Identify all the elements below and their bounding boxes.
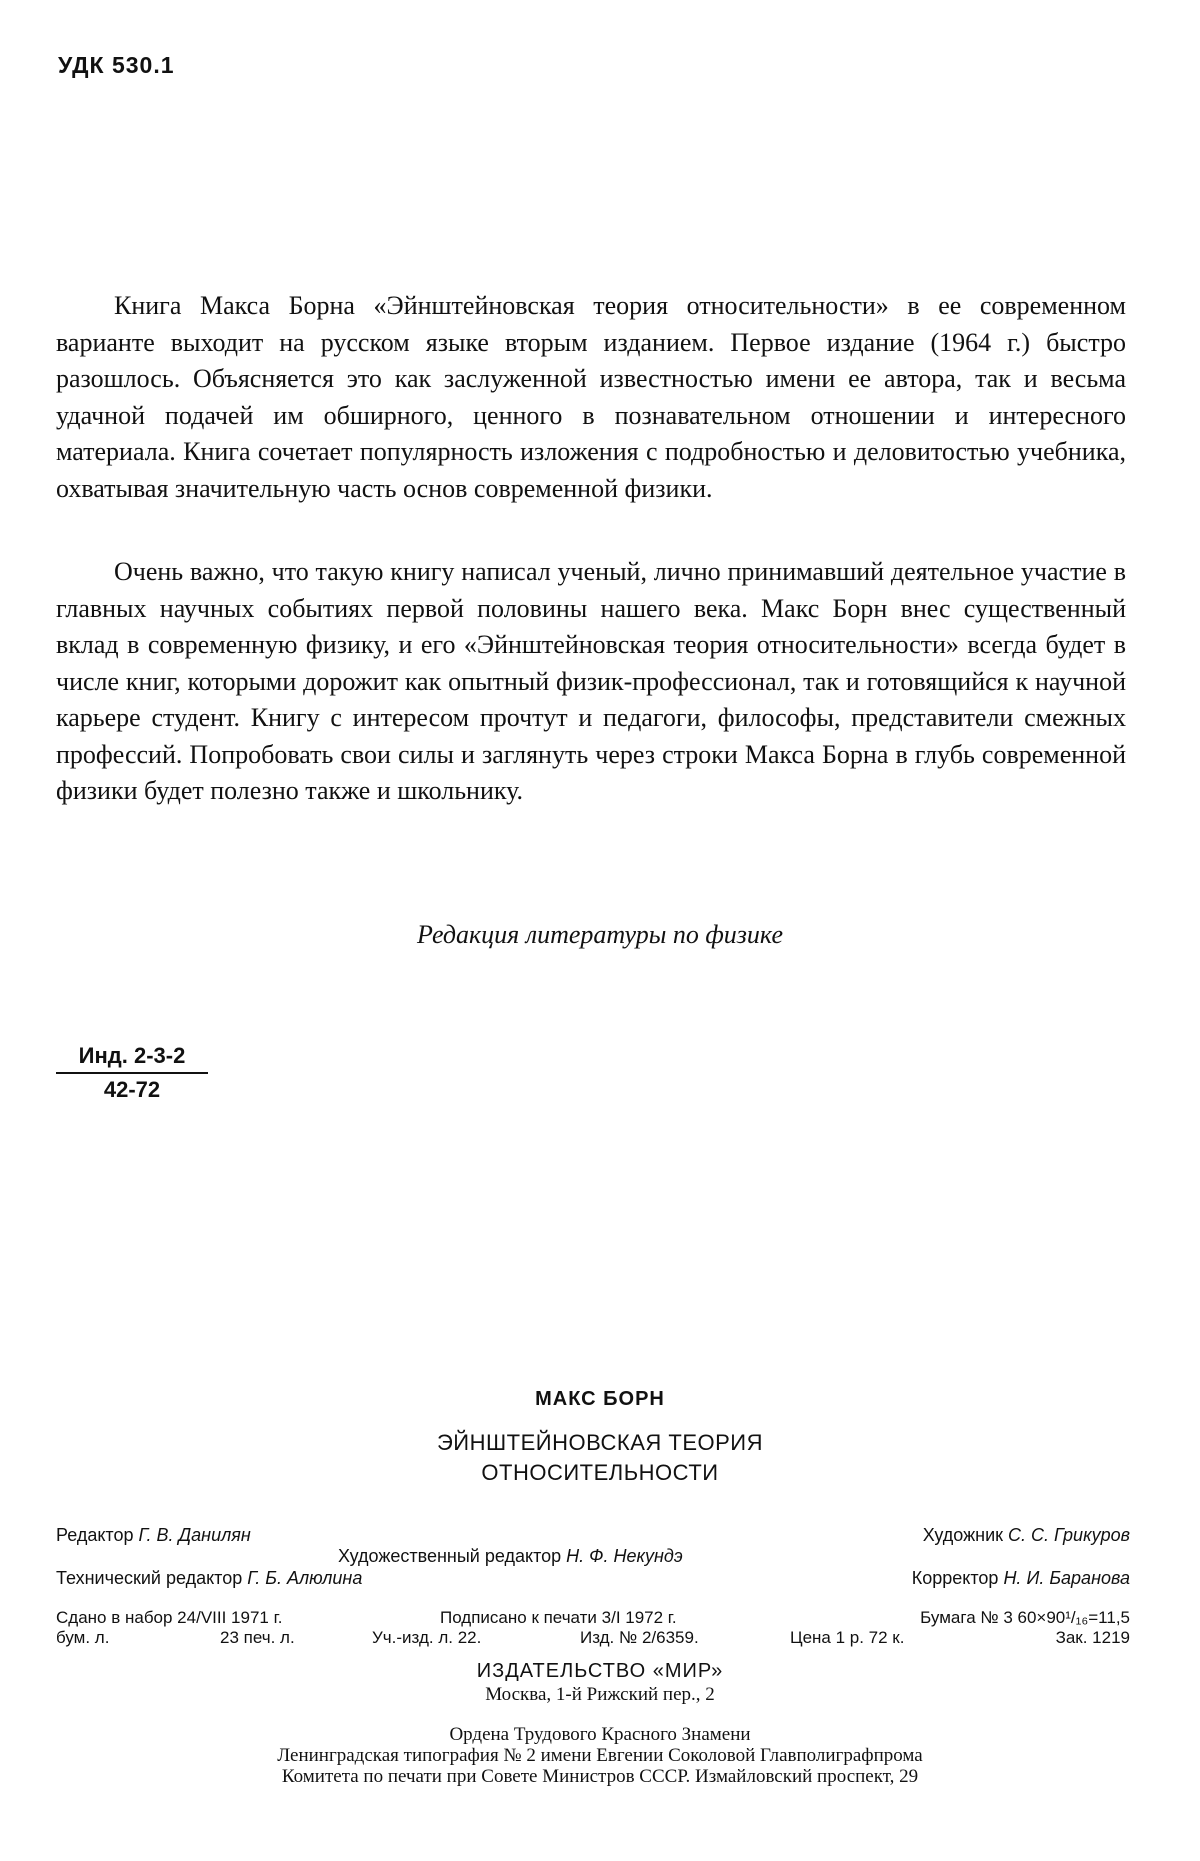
editorial-signature: Редакция литературы по физике <box>417 920 783 949</box>
index-code <box>56 1043 208 1103</box>
credit-name: С. С. Грикуров <box>1008 1525 1130 1545</box>
credit-role: Корректор <box>911 1568 999 1588</box>
credit-role: Художник <box>922 1525 1004 1545</box>
publisher-address: Москва, 1-й Рижский пер., 2 <box>485 1684 715 1705</box>
imprint-price: Цена 1 р. 72 к. <box>790 1628 905 1647</box>
printer-line-3: Комитета по печати при Совете Министров СССР. Измайловский проспект, 29 <box>281 1766 919 1787</box>
publisher-name: ИЗДАТЕЛЬСТВО «МИР» <box>476 1660 724 1682</box>
printer-line-2: Ленинградская типография № 2 имени Евгении Соколовой Главполиграфпрома <box>277 1745 923 1766</box>
imprint-paper-sheets: бум. л. <box>56 1628 110 1647</box>
credit-tech-editor <box>56 1568 362 1589</box>
imprint-publication-number: Изд. № 2/6359. <box>580 1628 699 1647</box>
credit-artist <box>923 1525 1130 1546</box>
imprint-order-number: Зак. 1219 <box>1055 1628 1130 1647</box>
annotation-paragraph-2 <box>56 554 1126 810</box>
credit-name: Н. И. Баранова <box>1003 1568 1130 1588</box>
index-numerator: Инд. 2-3-2 <box>56 1043 208 1074</box>
credit-role: Технический редактор <box>56 1568 243 1588</box>
imprint-signed-for-print: Подписано к печати 3/I 1972 г. <box>440 1608 677 1627</box>
index-denominator: 42-72 <box>103 1077 161 1102</box>
imprint-paper: Бумага № 3 60×90¹/₁₆=11,5 <box>920 1608 1130 1627</box>
credit-proofreader <box>912 1568 1130 1589</box>
imprint-sent-to-typesetting: Сдано в набор 24/VIII 1971 г. <box>56 1608 283 1627</box>
imprint-publisher-sheets: Уч.-изд. л. 22. <box>372 1628 482 1647</box>
credit-editor <box>56 1525 251 1546</box>
credit-role: Художественный редактор <box>338 1546 562 1566</box>
udk-code: УДК 530.1 <box>58 52 175 78</box>
credit-name: Г. В. Данилян <box>138 1525 251 1545</box>
paragraph-text: Книга Макса Борна «Эйнштейновская теория относительности» в ее современном варианте выходит на русском языке вторым изданием. Первое издание (1964 г.) быстро разошлось. Объясняется это как заслуженной известностью имени ее автора, так и весьма удачной подачей им обширного, ценного в познавательном отношении и интересного материала. Книга сочетает популярность изложения с подробностью и деловитостью учебника, охватывая значительную часть основ современной физики. <box>56 291 1126 503</box>
colophon-author: МАКС БОРН <box>535 1388 665 1410</box>
credit-name: Н. Ф. Некундэ <box>566 1546 683 1566</box>
colophon-title-line-2: ОТНОСИТЕЛЬНОСТИ <box>481 1460 719 1485</box>
imprint-print-sheets: 23 печ. л. <box>220 1628 295 1647</box>
credit-art-editor <box>338 1546 683 1567</box>
colophon-title-line-1: ЭЙНШТЕЙНОВСКАЯ ТЕОРИЯ <box>436 1430 764 1455</box>
credit-role: Редактор <box>56 1525 134 1545</box>
paragraph-text: Очень важно, что такую книгу написал ученый, лично принимавший деятельное участие в главных научных событиях первой половины нашего века. Макс Борн внес существенный вклад в современную физику, и его «Эйнштейновская теория относительности» всегда будет в числе книг, которыми дорожит как опытный физик-профессионал, так и готовящийся к научной карьере студент. Книгу с интересом прочтут и педагоги, философы, представители смежных профессий. Попробовать свои силы и заглянуть через строки Макса Борна в глубь современной физики будет полезно также и школьнику. <box>56 557 1126 805</box>
annotation-paragraph-1 <box>56 288 1126 507</box>
printer-line-1: Ордена Трудового Красного Знамени <box>449 1724 751 1745</box>
credit-name: Г. Б. Алюлина <box>247 1568 363 1588</box>
